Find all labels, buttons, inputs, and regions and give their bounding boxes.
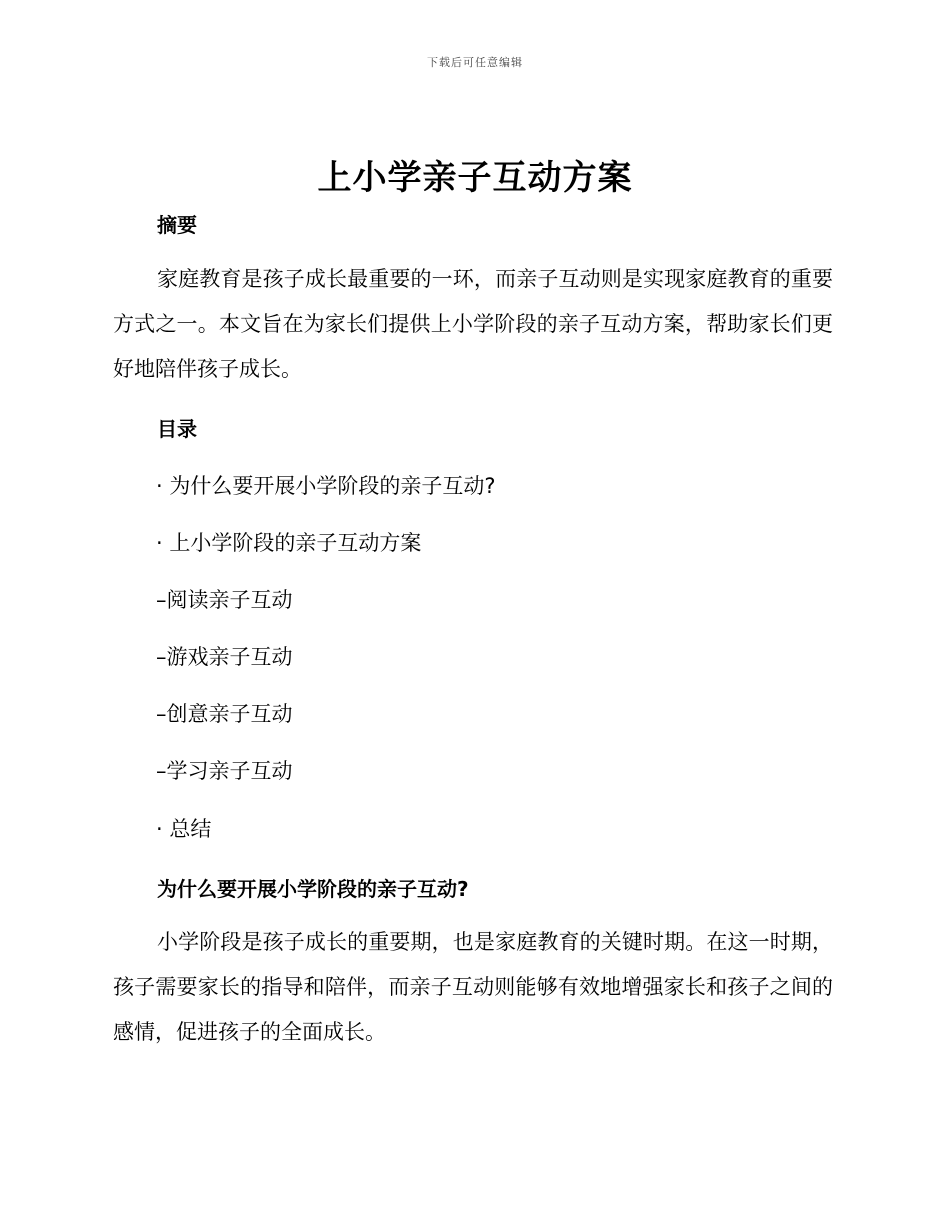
toc-subitem: –创意亲子互动 xyxy=(156,702,293,726)
why-heading: 为什么要开展小学阶段的亲子互动? xyxy=(157,877,469,901)
abstract-paragraph: 家庭教育是孩子成长最重要的一环，而亲子互动则是实现家庭教育的重要方式之一。本文旨在为家长们提供上小学阶段的亲子互动方案，帮助家长们更好地陪伴孩子成长。 xyxy=(113,267,833,381)
toc-item: · 上小学阶段的亲子互动方案 xyxy=(156,531,422,555)
toc-item: · 总结 xyxy=(156,817,212,841)
toc-item: · 为什么要开展小学阶段的亲子互动? xyxy=(156,474,496,498)
toc-heading: 目录 xyxy=(157,417,197,441)
toc-subitem: –阅读亲子互动 xyxy=(156,588,293,612)
abstract-heading: 摘要 xyxy=(157,213,197,237)
why-paragraph: 小学阶段是孩子成长的重要期，也是家庭教育的关键时期。在这一时期，孩子需要家长的指导和陪伴，而亲子互动则能够有效地增强家长和孩子之间的感情，促进孩子的全面成长。 xyxy=(113,930,833,1044)
toc-subitem: –学习亲子互动 xyxy=(156,759,293,783)
toc-subitem: –游戏亲子互动 xyxy=(156,645,293,669)
document-title: 上小学亲子互动方案 xyxy=(317,158,633,198)
header-note: 下载后可任意编辑 xyxy=(427,56,523,69)
